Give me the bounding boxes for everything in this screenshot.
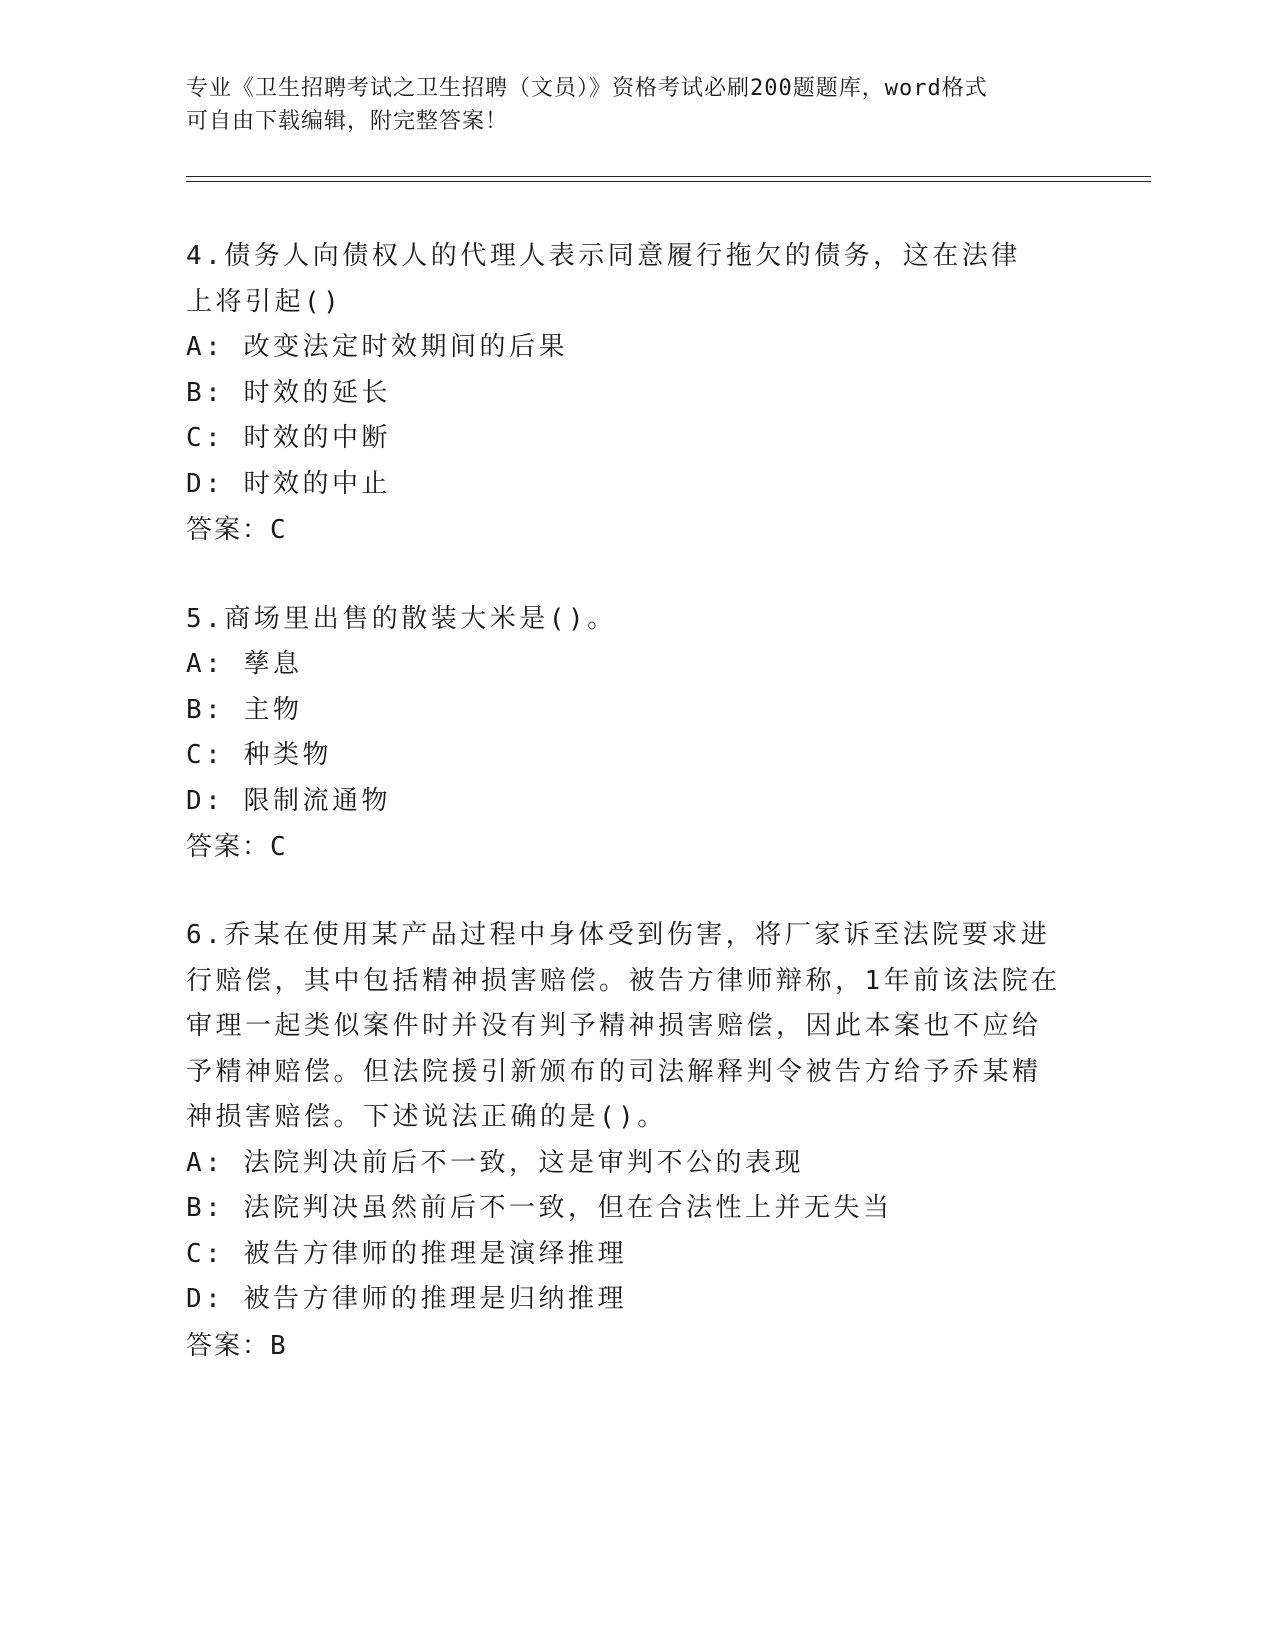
question-block	[186, 913, 1086, 1369]
option-a: A: 改变法定时效期间的后果	[186, 332, 568, 362]
answer-value: C	[270, 832, 288, 862]
option-c: C: 种类物	[186, 740, 332, 770]
option-b: B: 时效的延长	[186, 377, 391, 408]
header-divider-bottom	[186, 181, 1151, 182]
option-d: D: 限制流通物	[186, 785, 391, 816]
header-subtitle-line: 可自由下载编辑，附完整答案！	[186, 109, 509, 134]
question-stem: 5.商场里出售的散装大米是()。	[186, 604, 617, 634]
answer-value: C	[270, 515, 288, 545]
answer-line	[186, 824, 1086, 870]
header-divider-top	[186, 176, 1151, 177]
option-a: A: 法院判决前后不一致，这是审判不公的表现	[186, 1147, 804, 1178]
header-title-line: 专业《卫生招聘考试之卫生招聘（文员）》资格考试必刷200题题库，word格式	[186, 76, 988, 101]
answer-line	[186, 507, 1086, 553]
option-c: C: 被告方律师的推理是演绎推理	[186, 1238, 627, 1269]
answer-label: 答案：	[186, 1330, 271, 1361]
question-stem: 6.乔某在使用某产品过程中身体受到伤害，将厂家诉至法院要求进行赔偿，其中包括精神损害赔偿。被告方律师辩称，1年前该法院在审理一起类似案件时并没有判予精神损害赔偿，因此本案也不应给予精神赔偿。但法院援引新颁布的司法解释判令被告方给予乔某精神损害赔偿。下述说法正确的是()。	[186, 920, 1061, 1132]
option-b: B: 法院判决虽然前后不一致，但在合法性上并无失当	[186, 1193, 893, 1223]
answer-label: 答案：	[186, 515, 271, 545]
question-stem: 4.债务人向债权人的代理人表示同意履行拖欠的债务，这在法律上将引起()	[186, 241, 1021, 317]
option-c: C: 时效的中断	[186, 423, 391, 453]
option-d: D: 时效的中止	[186, 468, 391, 499]
question-block	[186, 233, 1086, 553]
option-a: A: 孳息	[186, 649, 303, 679]
option-d: D: 被告方律师的推理是归纳推理	[186, 1284, 627, 1314]
document-header	[186, 72, 1066, 138]
answer-line	[186, 1323, 1086, 1369]
option-b: B: 主物	[186, 694, 303, 725]
question-block	[186, 596, 1086, 870]
answer-value: B	[270, 1330, 288, 1361]
answer-label: 答案：	[186, 832, 271, 862]
